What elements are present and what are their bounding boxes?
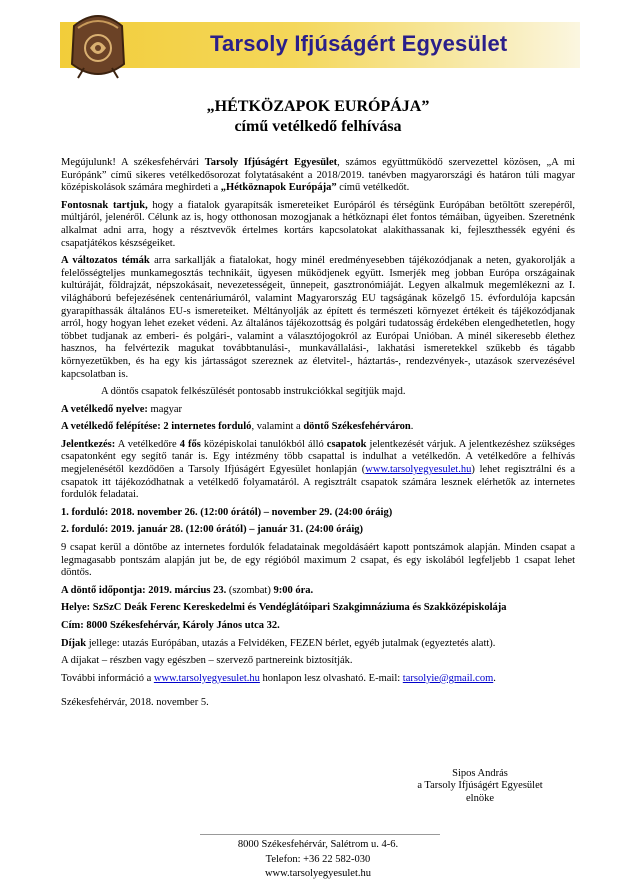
paragraph-registration: Jelentkezés: A vetélkedőre 4 fős középiskolai tanulókból álló csapatok jelentkezését várjuk. A jelentkezéshez szükséges csapatonként egy segítő tanár is. Egy intézmény több csapattal is indulhat a vetélkedőn. A vetélkedőre a felhívás megjelenésétől kezdődően a Tarsoly Ifjúságért Egyesület honlapján (www.tarsolyegyesulet.hu) lehet regisztrálni és a csapatok itt tájékozódhatnak a vetélkedő folyamatáról. A regisztrált csapatok számára lesznek elérhetők az internetes fordulók feladatai. [61, 438, 575, 501]
prizes: Díjak jellege: utazás Európában, utazás a Felvidéken, FEZEN bérlet, egyéb jutalmak (egyeztetés alatt). [61, 637, 496, 649]
paragraph-preparation: A döntős csapatok felkészülését pontosabb instrukciókkal segítjük majd. [101, 386, 406, 398]
final-date: A döntő időpontja: 2019. március 23. (szombat) 9:00 óra. [61, 584, 314, 596]
round-2: 2. forduló: 2019. január 28. (12:00 órától) – január 31. (24:00 óráig) [61, 524, 364, 536]
paragraph-topics: A változatos témák arra sarkallják a fiatalokat, hogy minél eredményesebben tájékozódjanak a neten, gyakorolják a felelősségteljes munkamegosztás technikáit, ügyesen működjenek együtt. Ismerjék meg jobban Európa országainak kultúráját, földrajzát, népszokásait, nevezetességeit, ünnepeit, gasztronómiáját. Legyen alkalmuk megemlékezni az I. világháború befejezésének centenáriumáról, valamint Magyarország EU tagságának közelgő 15. évfordulója kapcsán gyarapíthassák általános EU-s ismereteiket. Méltányolják az épített és természeti környezet értékeit és tájékozódjanak arról, hogy hogyan lehet ezeket védeni. Az általános tájékozottság és polgári tudatosság érdekében elengedhetetlen, hogy többet tudjanak az emberi- és polgári-, valamint a választójogokról az Európai Unióban. A minél sikeresebb élethez hasznos, ha felvértezik magukat továbbtanulási-, munkavállalási-, lakhatási ismeretekkel szűkebb és tágabb környezetükben, és ha egy kis jártasságot szereznek az életvitel-, háztartás-, rendezvények-, utazások szervezésével kapcsolatban is. [61, 255, 576, 380]
paragraph-intro: Megújulunk! A székesfehérvári Tarsoly Ifjúságért Egyesület, számos együttműködő szervezettel közösen, „A mi Európánk” című sikeres vetélkedősorozat folytatásaként a 2018/2019. tanévben magyarországi és határon túli magyar középiskolások számára meghirdeti a „Hétköznapok Európája” című vetélkedőt. [61, 157, 575, 194]
signature-org: a Tarsoly Ifjúságért Egyesület [417, 780, 543, 792]
more-info: További információ a www.tarsolyegyesulet.hu honlapon lesz olvasható. E-mail: tarsolyie@gmail.com. [61, 672, 496, 684]
document-subtitle: című vetélkedő felhívása [234, 118, 402, 135]
org-name: Tarsoly Ifjúságért Egyesület [210, 31, 508, 56]
document-body [61, 157, 575, 715]
final-address: Cím: 8000 Székesfehérvár, Károly János utca 32. [61, 620, 280, 631]
round-1: 1. forduló: 2018. november 26. (12:00 órától) – november 29. (24:00 óráig) [61, 506, 393, 518]
place-date: Székesfehérvár, 2018. november 5. [61, 697, 209, 709]
paragraph-structure: A vetélkedő felépítése: 2 internetes forduló, valamint a döntő Székesfehérváron. [61, 421, 414, 433]
email-link[interactable]: tarsolyie@gmail.com [402, 672, 494, 684]
footer-web: www.tarsolyegyesulet.hu [264, 868, 372, 879]
footer [0, 838, 636, 882]
final-venue: Helye: SzSzC Deák Ferenc Kereskedelmi és Vendéglátóipari Szakgimnáziuma és Szakközépiskolája [61, 602, 507, 614]
signature-name: Sipos András [452, 768, 508, 779]
paragraph-goals: Fontosnak tartjuk, hogy a fiatalok gyarapítsák ismereteiket Európáról és térségünk Európában betöltött szerepéről, múltjáról, jelenéről. Célunk az is, hogy otthonosan mozogjanak a hétköznapi élet fontos témáiban, ügyeiben. Szeretnénk alkalmat adni arra, hogy a résztvevők értelmes kortárs kapcsolatokat alakíthassanak ki, fejleszthessék egyéni és csapatjátékos készségeiket. [61, 199, 575, 249]
paragraph-language: A vetélkedő nyelve: magyar [61, 403, 183, 415]
document-title: „HÉTKÖZAPOK EURÓPÁJA” [206, 98, 430, 115]
footer-address: 8000 Székesfehérvár, Salétrom u. 4-6. [237, 839, 399, 850]
signature-block [400, 768, 560, 805]
pouch-logo-icon [64, 4, 132, 82]
paragraph-final-selection: 9 csapat kerül a döntőbe az internetes fordulók feladatainak megoldásáért kapott pontszámok alapján. Minden csapat a legmagasabb pontszám alapján jut be, de egy régióból maximum 2 csapat, és egy iskolából legfeljebb 1 csapat lehet döntős. [61, 542, 575, 579]
prizes-sponsors: A díjakat – részben vagy egészben – szervező partnereink biztosítják. [61, 655, 353, 667]
website-link[interactable]: www.tarsolyegyesulet.hu [365, 464, 472, 476]
footer-divider [200, 834, 440, 835]
signature-role: elnöke [466, 792, 494, 804]
footer-phone: Telefon: +36 22 582-030 [265, 853, 371, 865]
website-link-2[interactable]: www.tarsolyegyesulet.hu [153, 672, 260, 684]
